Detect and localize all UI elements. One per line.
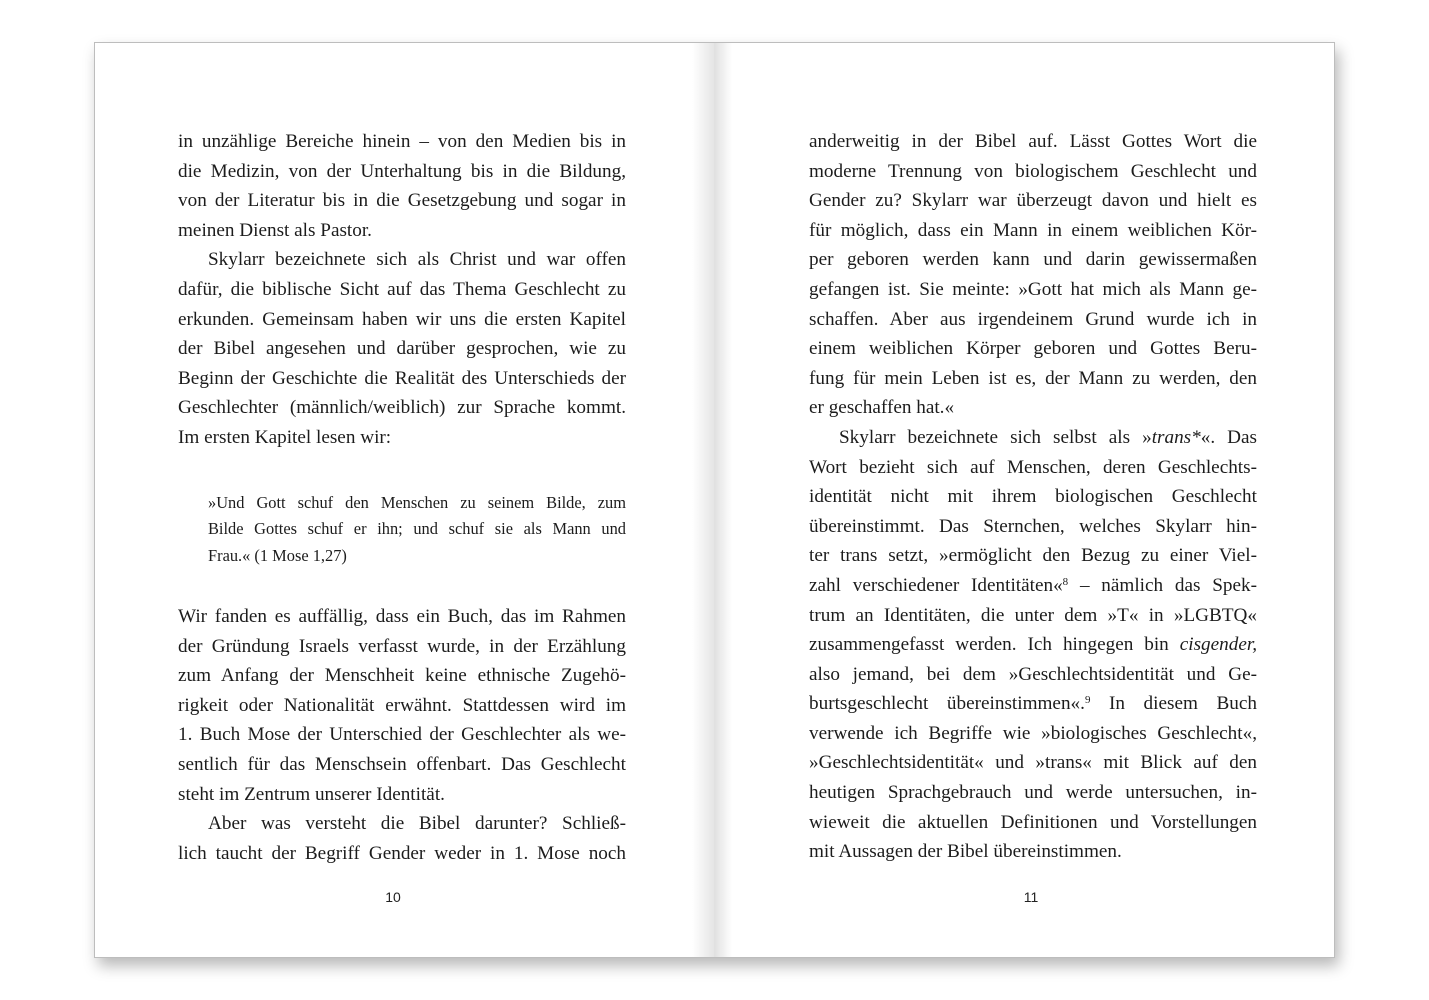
text-line: meinen Dienst als Pastor.: [178, 219, 372, 241]
text-line: lich taucht der Begriff Gender weder in 1. Mose noch: [178, 842, 626, 864]
text-line: rigkeit oder Nationalität erwähnt. Stattdessen wird im: [178, 694, 626, 716]
text-line: Im ersten Kapitel lesen wir:: [178, 426, 392, 448]
text-line: zum Anfang der Menschheit keine ethnische Zugehö-: [178, 665, 626, 687]
text-run: – nämlich das Spek-: [1068, 574, 1257, 596]
text-line: trum an Identitäten, die unter dem »T« in »LGBTQ«: [809, 604, 1257, 626]
text-run: «. Das: [1200, 426, 1257, 448]
text-run: burtsgeschlecht übereinstimmen«.: [809, 693, 1085, 715]
text-line: Skylarr bezeichnete sich als Christ und war offen: [208, 249, 626, 271]
paragraph-2: [178, 245, 626, 452]
text-line: per geboren werden kann und darin gewissermaßen: [809, 249, 1257, 271]
text-line: verwende ich Begriffe wie »biologisches Geschlecht«,: [809, 722, 1257, 744]
text-run: In diesem Buch: [1090, 693, 1257, 715]
paragraph-3: [178, 602, 626, 809]
text-line: mit Aussagen der Bibel übereinstimmen.: [809, 841, 1122, 863]
text-line: steht im Zentrum unserer Identität.: [178, 783, 445, 805]
text-line: von der Literatur bis in die Gesetzgebung und sogar in: [178, 190, 626, 212]
text-line: [809, 689, 1257, 719]
page-number: 11: [1023, 889, 1039, 905]
right-page-text: [809, 127, 1257, 867]
text-run: Skylarr bezeichnete sich selbst als »: [839, 426, 1152, 448]
text-line: anderweitig in der Bibel auf. Lässt Gottes Wort die: [809, 131, 1257, 152]
text-line: in unzählige Bereiche hinein – von den Medien bis in: [178, 131, 626, 152]
text-line: erkunden. Gemeinsam haben wir uns die ersten Kapitel: [178, 308, 626, 330]
text-line: er geschaffen hat.«: [809, 397, 955, 419]
page-number: 10: [385, 889, 401, 905]
text-line: gefangen ist. Sie meinte: »Gott hat mich als Mann ge-: [809, 278, 1257, 300]
text-line: der Gründung Israels verfasst wurde, in der Erzählung: [178, 635, 626, 657]
quote-line: Bilde Gottes schuf er ihn; und schuf sie als Mann und: [208, 519, 626, 539]
italic-term: cisgender,: [1179, 634, 1257, 656]
text-line: schaffen. Aber aus irgendeinem Grund wurde ich in: [809, 308, 1257, 330]
text-line: Wir fanden es auffällig, dass ein Buch, das im Rahmen: [178, 606, 626, 628]
quote-line: Frau.« (1 Mose 1,27): [208, 545, 347, 565]
paragraph-1: [809, 127, 1257, 423]
paragraph-4: [178, 809, 626, 868]
footnote-ref-9: 9: [1084, 694, 1091, 707]
quote-line: »Und Gott schuf den Menschen zu seinem Bilde, zum: [208, 492, 626, 512]
text-line: Aber was versteht die Bibel darunter? Schließ-: [208, 813, 626, 835]
paragraph-2: [809, 423, 1257, 867]
paragraph-1: [178, 127, 626, 245]
text-line: wieweit die aktuellen Definitionen und Vorstellungen: [809, 811, 1257, 833]
text-line: der Bibel angesehen und darüber gesprochen, wie zu: [178, 338, 626, 360]
text-line: also jemand, bei dem »Geschlechtsidentität und Ge-: [809, 663, 1257, 685]
left-page: [94, 42, 714, 958]
italic-term: trans*: [1151, 426, 1201, 448]
text-line: Gender zu? Skylarr war überzeugt davon und hielt es: [809, 190, 1257, 212]
text-line: Beginn der Geschichte die Realität des Unterschieds der: [178, 367, 626, 389]
text-line: [809, 423, 1257, 453]
text-line: [809, 571, 1257, 601]
bible-quote: [208, 490, 626, 570]
right-page: [714, 42, 1335, 958]
text-line: übereinstimmt. Das Sternchen, welches Skylarr hin-: [809, 515, 1257, 537]
text-line: [809, 630, 1257, 660]
text-line: ter trans setzt, »ermöglicht den Bezug zu einer Viel-: [809, 545, 1257, 567]
text-line: einem weiblichen Körper geboren und Gottes Beru-: [809, 338, 1257, 360]
text-run: zahl verschiedener Identitäten«: [809, 574, 1063, 596]
text-line: Geschlechter (männlich/weiblich) zur Sprache kommt.: [178, 397, 626, 419]
text-line: identität nicht mit ihrem biologischen Geschlecht: [809, 486, 1257, 508]
text-line: fung für mein Leben ist es, der Mann zu werden, den: [809, 367, 1257, 389]
text-line: heutigen Sprachgebrauch und werde untersuchen, in-: [809, 782, 1257, 804]
text-line: »Geschlechtsidentität« und »trans« mit Blick auf den: [809, 752, 1257, 774]
text-line: moderne Trennung von biologischem Geschlecht und: [809, 160, 1257, 182]
text-line: Wort bezieht sich auf Menschen, deren Geschlechts-: [809, 456, 1257, 478]
text-line: dafür, die biblische Sicht auf das Thema Geschlecht zu: [178, 278, 626, 300]
text-line: sentlich für das Menschsein offenbart. Das Geschlecht: [178, 754, 626, 775]
book-spread: [94, 42, 1335, 958]
left-page-text: [178, 127, 626, 868]
footnote-ref-8: 8: [1062, 575, 1069, 588]
text-run: zusammengefasst werden. Ich hingegen bin: [809, 634, 1180, 656]
text-line: 1. Buch Mose der Unterschied der Geschlechter als we-: [178, 724, 626, 746]
text-line: für möglich, dass ein Mann in einem weiblichen Kör-: [809, 219, 1257, 241]
text-line: die Medizin, von der Unterhaltung bis in die Bildung,: [178, 160, 626, 182]
